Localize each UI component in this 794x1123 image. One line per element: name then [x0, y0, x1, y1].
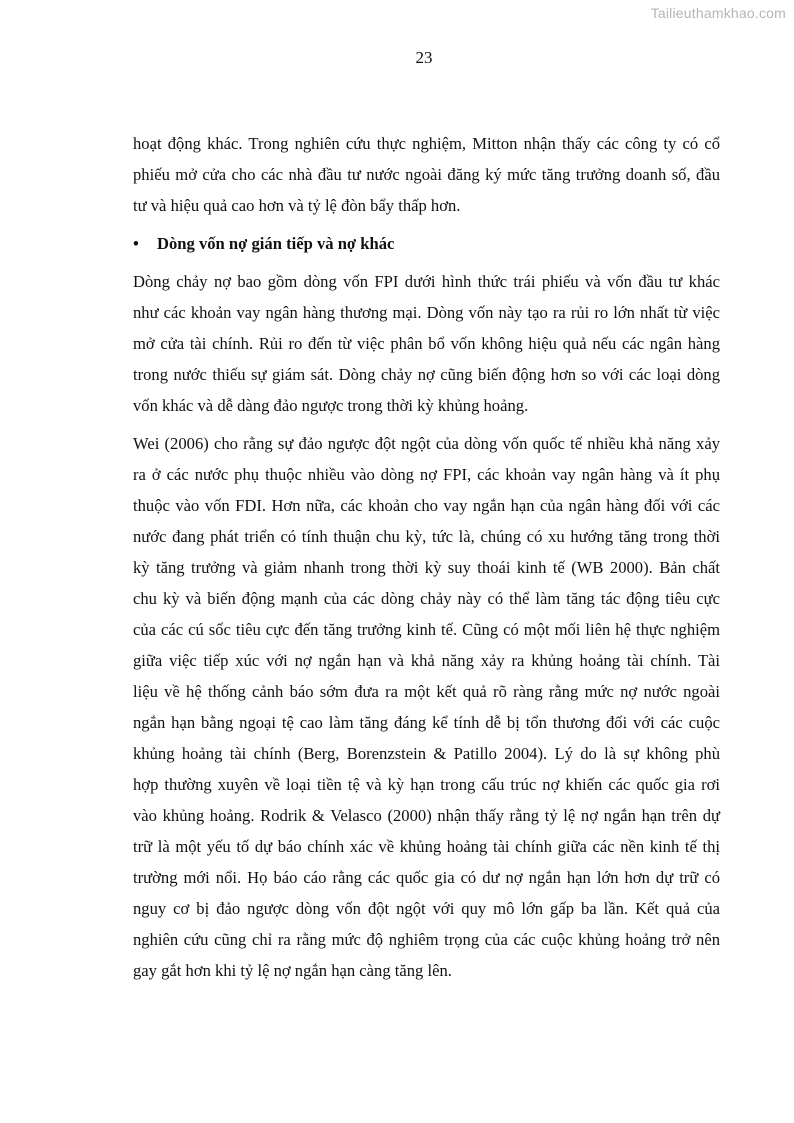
page-body	[133, 128, 720, 993]
text-line: Wei (2006) cho rằng sự đảo ngược đột ngột của dòng vốn quốc tế nhiều khả năng xảy	[133, 434, 720, 453]
text-line: như các khoản vay ngân hàng thương mại. Dòng vốn này tạo ra rủi ro lớn nhất từ việc	[133, 303, 720, 322]
text-line: vốn khác và dễ dàng đảo ngược trong thời kỳ khủng hoảng.	[133, 396, 529, 415]
watermark: Tailieuthamkhao.com	[650, 5, 786, 21]
text-line: khủng hoảng tài chính (Berg, Borenzstein & Patillo 2004). Lý do là sự không phù	[133, 744, 720, 763]
text-line: hợp thường xuyên về loại tiền tệ và kỳ hạn trong cấu trúc nợ khiến các quốc gia rơi	[133, 775, 720, 794]
text-line: mở cửa tài chính. Rủi ro đến từ việc phân bổ vốn không hiệu quả nếu các ngân hàng	[133, 334, 720, 353]
text-line: trữ là một yếu tố dự báo chính xác về khủng hoảng tài chính giữa các nền kinh tế thị	[133, 837, 720, 856]
text-line: trường mới nổi. Họ báo cáo rằng các quốc gia có dư nợ ngắn hạn lớn hơn dự trữ có	[133, 868, 720, 887]
text-line: tư và hiệu quả cao hơn và tỷ lệ đòn bẩy thấp hơn.	[133, 196, 461, 215]
text-line: giữa việc tiếp xúc với nợ ngắn hạn và khả năng xảy ra khủng hoảng tài chính. Tài	[133, 651, 720, 670]
text-line: vào khủng hoảng. Rodrik & Velasco (2000) nhận thấy rằng tỷ lệ nợ ngắn hạn trên dự	[133, 806, 720, 825]
heading-text: Dòng vốn nợ gián tiếp và nợ khác	[157, 234, 395, 253]
paragraph-debt-flows	[133, 266, 720, 421]
text-line: liệu về hệ thống cảnh báo sớm đưa ra một kết quả rõ ràng rằng mức nợ nước ngoài	[133, 682, 720, 701]
text-line: ngắn hạn bằng ngoại tệ cao làm tăng đáng kể tính dễ bị tổn thương đối với các cuộc	[133, 713, 720, 732]
text-line: hoạt động khác. Trong nghiên cứu thực nghiệm, Mitton nhận thấy các công ty có cổ	[133, 134, 720, 153]
text-line: ra ở các nước phụ thuộc nhiều vào dòng nợ FPI, các khoản vay ngân hàng và ít phụ	[133, 465, 720, 484]
section-heading	[133, 228, 720, 259]
page-number: 23	[415, 48, 433, 67]
paragraph-intro	[133, 128, 720, 221]
text-line: thuộc vào vốn FDI. Hơn nữa, các khoản cho vay ngắn hạn của ngân hàng đối với các	[133, 496, 720, 515]
text-line: nghiên cứu cũng chỉ ra rằng mức độ nghiêm trọng của các cuộc khủng hoảng trở nên	[133, 930, 720, 949]
text-line: nguy cơ bị đảo ngược dòng vốn đột ngột với quy mô lớn gấp ba lần. Kết quả của	[133, 899, 720, 918]
text-line: kỳ tăng trưởng và giảm nhanh trong thời kỳ suy thoái kinh tế (WB 2000). Bản chất	[133, 558, 720, 577]
text-line: gay gắt hơn khi tỷ lệ nợ ngắn hạn càng tăng lên.	[133, 961, 452, 980]
text-line: chu kỳ và biến động mạnh của các dòng chảy này có thể làm tăng tác động tiêu cực	[133, 589, 720, 608]
text-line: phiếu mở cửa cho các nhà đầu tư nước ngoài đăng ký mức tăng trưởng doanh số, đầu	[133, 165, 720, 184]
bullet-icon: •	[133, 234, 139, 253]
text-line: trong nước thiếu sự giám sát. Dòng chảy nợ cũng biến động hơn so với các loại dòng	[133, 365, 720, 384]
paragraph-wei	[133, 428, 720, 986]
text-line: Dòng chảy nợ bao gồm dòng vốn FPI dưới hình thức trái phiếu và vốn đầu tư khác	[133, 272, 720, 291]
text-line: nước đang phát triển có tính thuận chu kỳ, tức là, chúng có xu hướng tăng trong thời	[133, 527, 720, 546]
text-line: của các cú sốc tiêu cực đến tăng trưởng kinh tế. Cũng có một mối liên hệ thực nghiệm	[133, 620, 720, 639]
